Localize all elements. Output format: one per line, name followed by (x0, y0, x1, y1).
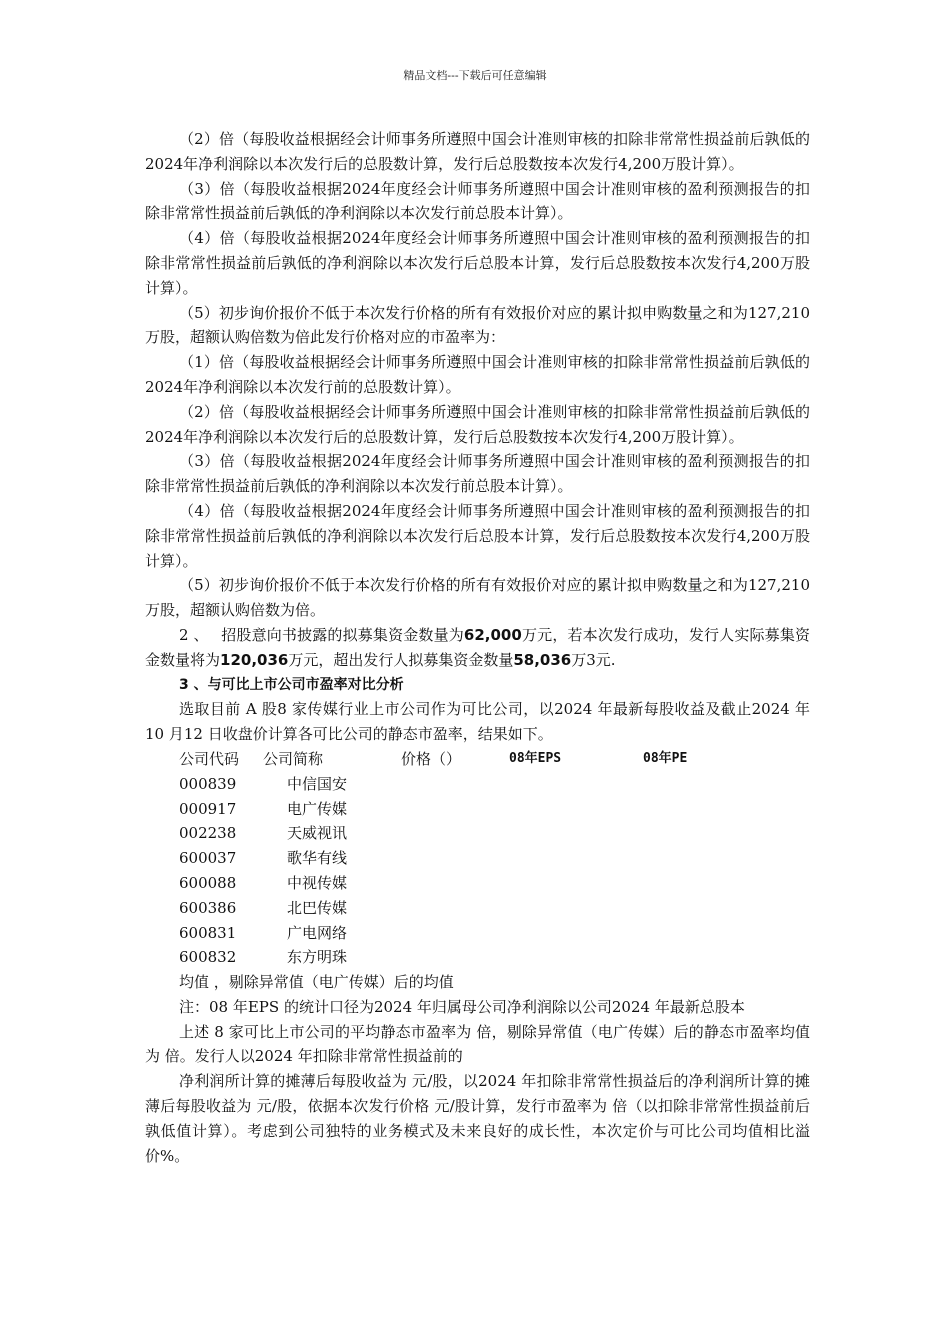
table-row (179, 921, 810, 946)
company-name: 东方明珠 (287, 948, 348, 967)
table-header-row (179, 747, 810, 772)
item-2-lead: 2 、 招股意向书披露的拟募集资金数量为 (179, 625, 464, 644)
company-code: 000917 (179, 799, 237, 818)
header-price: 价格（） (401, 749, 462, 768)
header-pe: 08年PE (643, 750, 688, 766)
company-code: 600037 (179, 849, 237, 868)
comparison-intro: 选取目前 A 股8 家传媒行业上市公司作为可比公司，以2024 年最新每股收益及截止2024 年10 月12 日收盘价计算各可比公司的静态市盈率，结果如下。 (145, 700, 810, 744)
page-header: 精品文档---下载后可任意编辑 (403, 69, 547, 82)
paragraph: （1）倍（每股收益根据经会计师事务所遵照中国会计准则审核的扣除非常常性损益前后孰低的2024年净利润除以本次发行前的总股数计算）。 (145, 353, 810, 396)
comparable-companies-table (179, 747, 810, 970)
company-name: 广电网络 (287, 923, 348, 942)
company-name: 电广传媒 (287, 799, 348, 818)
company-name: 北巴传媒 (287, 898, 348, 917)
company-name: 中视传媒 (287, 873, 348, 892)
section-3-title: 3 、与可比上市公司市盈率对比分析 (179, 676, 404, 693)
company-code: 600386 (179, 898, 237, 917)
table-note: 注：08 年EPS 的统计口径为2024 年归属母公司净利润除以公司2024 年最新总股本 (179, 997, 745, 1016)
paragraph: （5）初步询价报价不低于本次发行价格的所有有效报价对应的累计拟申购数量之和为127,210万股，超额认购倍数为倍。 (145, 576, 810, 620)
excess-fund-amount: 58,036 (513, 650, 572, 669)
paragraph: （4）倍（每股收益根据2024年度经会计师事务所遵照中国会计准则审核的盈利预测报告的扣除非常常性损益前后孰低的净利润除以本次发行后总股本计算，发行后总股数按本次发行4,200万股计算）。 (145, 501, 810, 570)
paragraph: （3）倍（每股收益根据2024年度经会计师事务所遵照中国会计准则审核的盈利预测报告的扣除非常常性损益前后孰低的净利润除以本次发行前总股本计算）。 (145, 179, 810, 223)
paragraph: （3）倍（每股收益根据2024年度经会计师事务所遵照中国会计准则审核的盈利预测报告的扣除非常常性损益前后孰低的净利润除以本次发行前总股本计算）。 (145, 452, 810, 496)
paragraph: （2）倍（每股收益根据经会计师事务所遵照中国会计准则审核的扣除非常常性损益前后孰低的2024年净利润除以本次发行后的总股数计算，发行后总股数按本次发行4,200万股计算）。 (145, 130, 810, 173)
planned-fund-amount: 62,000 (463, 625, 522, 644)
item-2-paragraph (145, 623, 810, 673)
summary-paragraph: 净利润所计算的摊薄后每股收益为 元/股，以2024 年扣除非常常性损益后的净利润所计算的摊薄后每股收益为 元/股，依据本次发行价格 元/股计算，发行市盈率为 倍（以扣除非常常性损益前后孰低值计算）。考虑到公司独特的业务模式及未来良好的成长性，本次定价与可比公司均值相比溢价%。 (145, 1072, 810, 1165)
header-name: 公司简称 (263, 749, 324, 768)
paragraph: （4）倍（每股收益根据2024年度经会计师事务所遵照中国会计准则审核的盈利预测报告的扣除非常常性损益前后孰低的净利润除以本次发行后总股本计算，发行后总股数按本次发行4,200万股计算）。 (145, 229, 810, 297)
company-code: 600831 (179, 923, 237, 942)
item-2-text: 万3元. (571, 650, 616, 669)
table-row (179, 945, 810, 970)
company-code: 600832 (179, 948, 237, 967)
company-code: 000839 (179, 774, 237, 793)
actual-fund-amount: 120,036 (220, 650, 289, 669)
company-code: 600088 (179, 873, 237, 892)
table-row (179, 871, 810, 896)
paragraph: （5）初步询价报价不低于本次发行价格的所有有效报价对应的累计拟申购数量之和为127,210万股，超额认购倍数为倍此发行价格对应的市盈率为： (145, 303, 810, 347)
item-2-text: 万元，若本次发行成功，发行人实际募集资金数量将为 (145, 625, 810, 669)
header-eps: 08年EPS (509, 750, 562, 766)
paragraph: （2）倍（每股收益根据经会计师事务所遵照中国会计准则审核的扣除非常常性损益前后孰低的2024年净利润除以本次发行后的总股数计算，发行后总股数按本次发行4,200万股计算）。 (145, 402, 810, 446)
table-row (179, 896, 810, 921)
company-name: 天威视讯 (287, 824, 348, 843)
table-row (179, 821, 810, 846)
mean-line: 均值 ，剔除异常值（电广传媒）后的均值 (179, 973, 454, 992)
company-name: 中信国安 (287, 774, 348, 793)
table-row (179, 846, 810, 871)
document-body (145, 127, 810, 1168)
table-row (179, 772, 810, 797)
company-name: 歌华有线 (287, 849, 348, 868)
company-code: 002238 (179, 824, 237, 843)
item-2-text: 万元，超出发行人拟募集资金数量 (288, 650, 514, 669)
header-code: 公司代码 (179, 749, 240, 768)
table-row (179, 797, 810, 822)
summary-paragraph: 上述 8 家可比上市公司的平均静态市盈率为 倍，剔除异常值（电广传媒）后的静态市盈率均值为 倍。发行人以2024 年扣除非常常性损益前的 (145, 1022, 810, 1066)
